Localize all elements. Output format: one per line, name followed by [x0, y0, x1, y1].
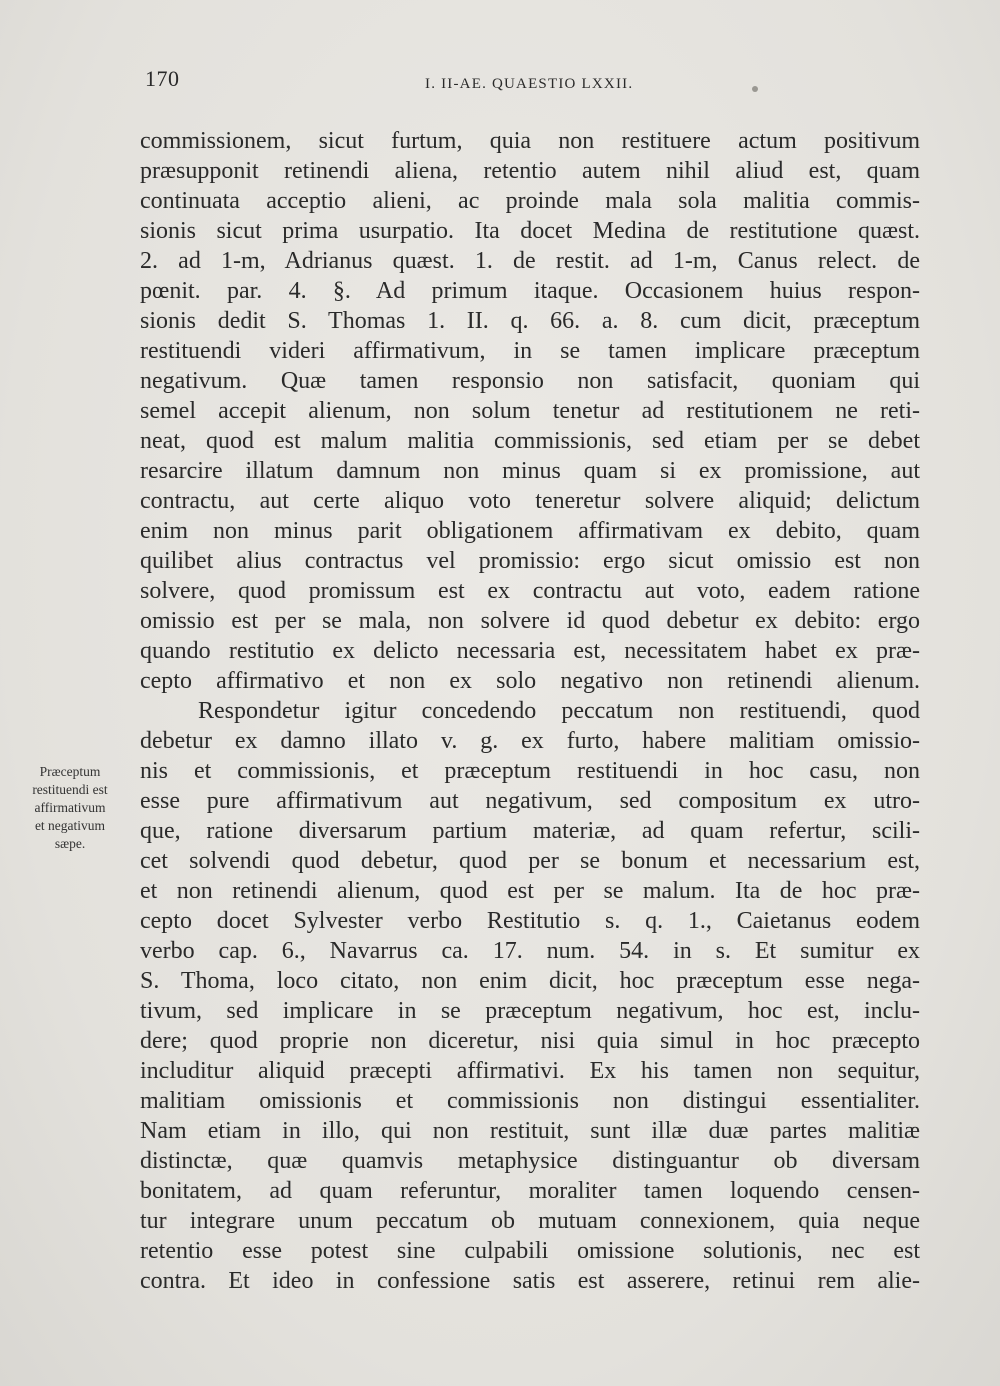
- text-line: dere; quod proprie non diceretur, nisi quia simul in hoc præcepto: [140, 1028, 920, 1054]
- margin-note-line: sæpe.: [54, 836, 86, 851]
- running-head: I. II-AE. QUAESTIO LXXII.: [425, 76, 634, 92]
- text-line: retentio esse potest sine culpabili omissione solutionis, nec est: [140, 1238, 920, 1264]
- text-line: tivum, sed implicare in se præceptum negativum, hoc est, inclu-: [140, 998, 920, 1024]
- text-line: resarcire illatum damnum non minus quam si ex promissione, aut: [140, 458, 920, 484]
- text-line: nis et commissionis, et præceptum restituendi in hoc casu, non: [140, 758, 920, 784]
- margin-note-line: affirmativum: [34, 800, 106, 815]
- text-line: Respondetur igitur concedendo peccatum non restituendi, quod: [198, 698, 920, 724]
- text-line: sionis sicut prima usurpatio. Ita docet Medina de restitutione quæst.: [140, 218, 920, 244]
- text-line: contractu, aut certe aliquo voto teneretur solvere aliquid; delictum: [140, 488, 920, 514]
- text-line: semel accepit alienum, non solum tenetur ad restitutionem ne reti-: [140, 398, 920, 424]
- text-line: cet solvendi quod debetur, quod per se bonum et necessarium est,: [140, 848, 920, 874]
- text-line: contra. Et ideo in confessione satis est asserere, retinui rem alie-: [140, 1268, 920, 1294]
- text-line: distinctæ, quæ quamvis metaphysice distinguantur ob diversam: [140, 1148, 920, 1174]
- text-line: 2. ad 1-m, Adrianus quæst. 1. de restit. ad 1-m, Canus relect. de: [140, 248, 920, 274]
- text-line: tur integrare unum peccatum ob mutuam connexionem, quia neque: [140, 1208, 920, 1234]
- text-line: restituendi videri affirmativum, in se tamen implicare præceptum: [140, 338, 920, 364]
- page-number: 170: [145, 66, 180, 91]
- text-line: Nam etiam in illo, qui non restituit, sunt illæ duæ partes malitiæ: [140, 1118, 920, 1144]
- text-line: neat, quod est malum malitia commissionis, sed etiam per se debet: [140, 428, 920, 454]
- text-line: S. Thoma, loco citato, non enim dicit, hoc præceptum esse nega-: [140, 968, 920, 994]
- text-line: enim non minus parit obligationem affirmativam ex debito, quam: [140, 518, 920, 544]
- margin-note-line: restituendi est: [32, 782, 108, 797]
- text-line: omissio est per se mala, non solvere id quod debetur ex debito: ergo: [140, 608, 920, 634]
- ink-speck: [752, 86, 758, 92]
- text-line: et non retinendi alienum, quod est per se malum. Ita de hoc præ-: [140, 878, 920, 904]
- margin-note-line: Præceptum: [39, 764, 101, 779]
- text-line: bonitatem, ad quam referuntur, moraliter tamen loquendo censen-: [140, 1178, 920, 1204]
- text-line: continuata acceptio alieni, ac proinde mala sola malitia commis-: [140, 188, 920, 214]
- text-line: solvere, quod promissum est ex contractu aut voto, eadem ratione: [140, 578, 920, 604]
- margin-note: [0, 763, 140, 853]
- text-line: debetur ex damno illato v. g. ex furto, habere malitiam omissio-: [140, 728, 920, 754]
- text-line: sionis dedit S. Thomas 1. II. q. 66. a. 8. cum dicit, præceptum: [140, 308, 920, 334]
- text-line: cepto docet Sylvester verbo Restitutio s. q. 1., Caietanus eodem: [140, 908, 920, 934]
- text-line: pœnit. par. 4. §. Ad primum itaque. Occasionem huius respon-: [140, 278, 920, 304]
- text-line: verbo cap. 6., Navarrus ca. 17. num. 54. in s. Et sumitur ex: [140, 938, 920, 964]
- text-line: quilibet alius contractus vel promissio: ergo sicut omissio est non: [140, 548, 920, 574]
- text-line: negativum. Quæ tamen responsio non satisfacit, quoniam qui: [140, 368, 920, 394]
- text-line: que, ratione diversarum partium materiæ, ad quam refertur, scili-: [140, 818, 920, 844]
- text-line: cepto affirmativo et non ex solo negativo non retinendi alienum.: [140, 668, 920, 694]
- text-line: malitiam omissionis et commissionis non distingui essentialiter.: [140, 1088, 920, 1114]
- margin-note-line: et negativum: [34, 818, 106, 833]
- text-line: quando restitutio ex delicto necessaria est, necessitatem habet ex præ-: [140, 638, 920, 664]
- text-line: includitur aliquid præcepti affirmativi. Ex his tamen non sequitur,: [140, 1058, 920, 1084]
- text-line: præsupponit retinendi aliena, retentio autem nihil aliud est, quam: [140, 158, 920, 184]
- text-line: esse pure affirmativum aut negativum, sed compositum ex utro-: [140, 788, 920, 814]
- text-line: commissionem, sicut furtum, quia non restituere actum positivum: [140, 128, 920, 154]
